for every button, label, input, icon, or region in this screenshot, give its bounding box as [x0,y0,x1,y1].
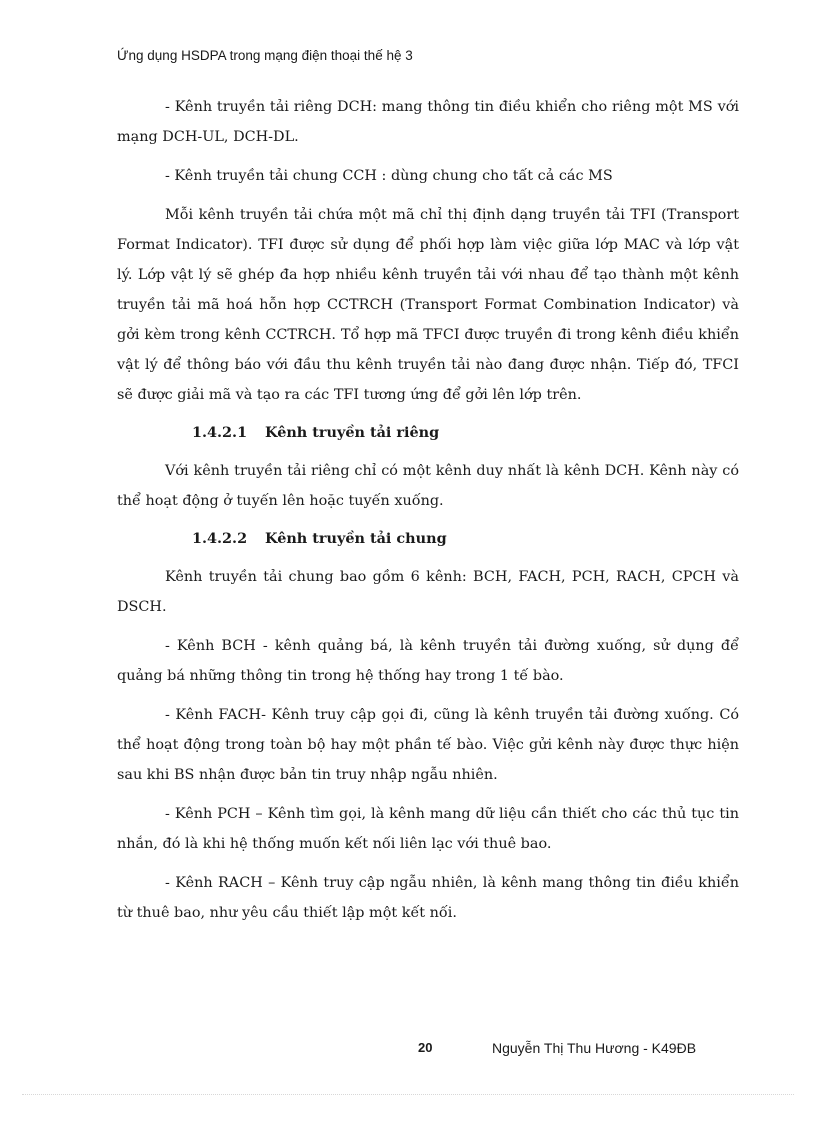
paragraph-rach: - Kênh RACH – Kênh truy cập ngẫu nhiên, là kênh mang thông tin điều khiển từ thuê bao, như yêu cầu thiết lập một kết nối. [117,875,739,921]
paragraph-pch: - Kênh PCH – Kênh tìm gọi, là kênh mang dữ liệu cần thiết cho các thủ tục tin nhắn, đó là khi hệ thống muốn kết nối liên lạc với thuê bao. [117,806,739,852]
page-body [117,92,739,937]
footer-author: Nguyễn Thị Thu Hương - K49ĐB [492,1040,697,1056]
paragraph-tfi: Mỗi kênh truyền tải chứa một mã chỉ thị định dạng truyền tải TFI (Transport Format Indicator). TFI được sử dụng để phối hợp làm việc giữa lớp MAC và lớp vật lý. Lớp vật lý sẽ ghép đa hợp nhiều kênh truyền tải với nhau để tạo thành một kênh truyền tải mã hoá hỗn hợp CCTRCH (Transport Format Combination Indicator) và gởi kèm trong kênh CCTRCH. Tổ hợp mã TFCI được truyền đi trong kênh điều khiển vật lý để thông báo với đầu thu kênh truyền tải nào đang được nhận. Tiếp đó, TFCI sẽ được giải mã và tạo ra các TFI tương ứng để gởi lên lớp trên. [117,207,739,403]
paragraph-bch: - Kênh BCH - kênh quảng bá, là kênh truyền tải đường xuống, sử dụng để quảng bá những thông tin trong hệ thống hay trong 1 tế bào. [117,638,739,684]
section-number: 1.4.2.2 [192,530,248,547]
paragraph-dch: - Kênh truyền tải riêng DCH: mang thông tin điều khiển cho riêng một MS với mạng DCH-UL, DCH-DL. [117,99,739,145]
paragraph-fach: - Kênh FACH- Kênh truy cập gọi đi, cũng là kênh truyền tải đường xuống. Có thể hoạt động trong toàn bộ hay một phần tế bào. Việc gửi kênh này được thực hiện sau khi BS nhận được bản tin truy nhập ngẫu nhiên. [117,707,739,783]
section-title: Kênh truyền tải riêng [265,424,440,441]
paragraph-dedicated-channel: Với kênh truyền tải riêng chỉ có một kênh duy nhất là kênh DCH. Kênh này có thể hoạt động ở tuyến lên hoặc tuyến xuống. [117,463,739,509]
section-heading-1-4-2-2 [117,525,739,553]
page-number: 20 [418,1040,433,1055]
page-bottom-divider [22,1094,794,1095]
section-number: 1.4.2.1 [192,424,248,441]
paragraph-cch: - Kênh truyền tải chung CCH : dùng chung cho tất cả các MS [165,168,613,184]
section-title: Kênh truyền tải chung [265,530,447,547]
paragraph-common-channels: Kênh truyền tải chung bao gồm 6 kênh: BCH, FACH, PCH, RACH, CPCH và DSCH. [117,569,739,615]
page-footer [0,1040,816,1062]
section-heading-1-4-2-1 [117,419,739,447]
running-header: Ứng dụng HSDPA trong mạng điện thoại thế hệ 3 [117,48,413,63]
